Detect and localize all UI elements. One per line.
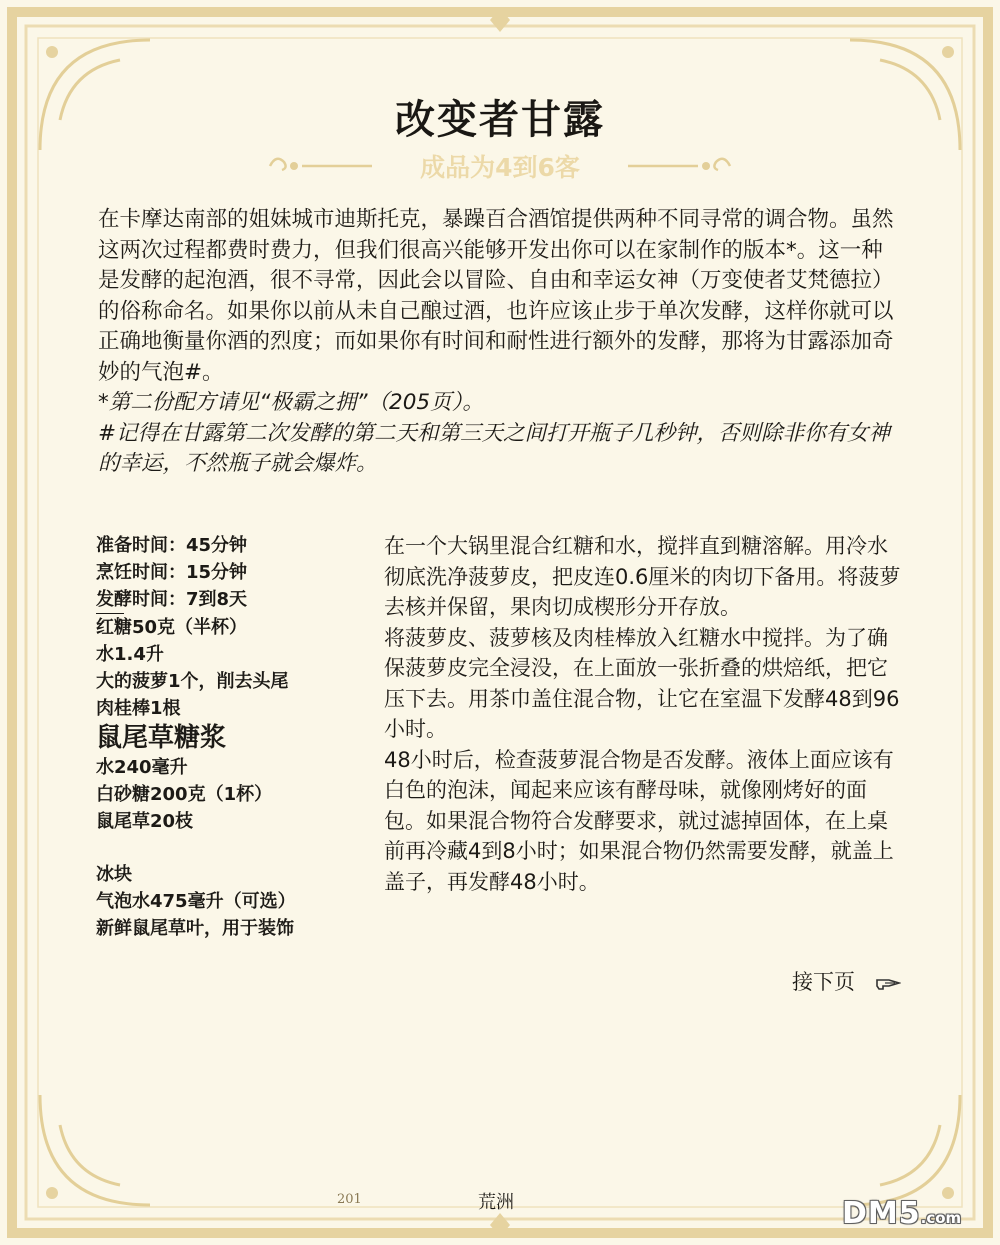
step-paragraph: 在一个大锅里混合红糖和水，搅拌直到糖溶解。用冷水彻底洗净菠萝皮，把皮连0.6厘米的肉切下备用。将菠萝去核并保留，果肉切成楔形分开存放。 — [384, 534, 901, 619]
footnote-warning: #记得在甘露第二次发酵的第二天和第三天之间打开瓶子几秒钟，否则除非你有女神的幸运，不然瓶子就会爆炸。 — [98, 420, 891, 476]
step-paragraph: 将菠萝皮、菠萝核及肉桂棒放入红糖水中搅拌。为了确保菠萝皮完全浸没，在上面放一张折叠的烘焙纸，把它压下去。用茶巾盖住混合物，让它在室温下发酵48到96小时。 — [384, 625, 900, 741]
watermark-main: DM5 — [842, 1196, 921, 1231]
servings-subtitle: 成品为4到6客 — [420, 153, 580, 182]
serving-item: 新鲜鼠尾草叶，用于装饰 — [96, 918, 294, 939]
watermark-suffix: .com — [920, 1209, 962, 1227]
syrup-heading: 鼠尾草糖浆 — [96, 723, 227, 753]
next-page-label: 接下页 — [792, 970, 855, 994]
prep-time: 准备时间：45分钟 — [96, 535, 248, 556]
syrup-item: 白砂糖200克（1杯） — [96, 784, 273, 805]
ingredients-column — [96, 532, 316, 942]
ingredient-item: 红糖50克（半杯） — [96, 617, 248, 638]
spacer — [96, 835, 316, 861]
book-name: 荒洲 — [478, 1192, 514, 1213]
footnote-recipe-ref: *第二份配方请见“极霸之拥”（205页）。 — [98, 390, 484, 415]
step-paragraph: 48小时后，检查菠萝混合物是否发酵。液体上面应该有白色的泡沫，闻起来应该有酵母味，就像刚烤好的面包。如果混合物符合发酵要求，就过滤掉固体，在上桌前再冷藏4到8小时；如果混合物仍然需要发酵，就盖上盖子，再发酵48小时。 — [384, 747, 894, 894]
site-watermark — [842, 1196, 961, 1231]
intro-section — [98, 205, 904, 480]
page-title: 改变者甘露 — [395, 97, 605, 143]
subtitle-row — [260, 146, 740, 186]
syrup-item: 鼠尾草20枝 — [96, 811, 194, 832]
intro-paragraph: 在卡摩达南部的姐妹城市迪斯托克，暴躁百合酒馆提供两种不同寻常的调合物。虽然这两次过程都费时费力，但我们很高兴能够开发出你可以在家制作的版本*。这一种是发酵的起泡酒，很不寻常，因此会以冒险、自由和幸运女神（万变使者艾梵德拉）的俗称命名。如果你以前从未自己酿过酒，也许应该止步于单次发酵，这样你就可以正确地衡量你酒的烈度；而如果你有时间和耐性进行额外的发酵，那将为甘露添加奇妙的气泡#。 — [98, 207, 894, 385]
right-flourish-icon — [624, 150, 734, 182]
page-number: 201 — [337, 1192, 362, 1207]
ingredient-item: 水1.4升 — [96, 644, 164, 665]
instructions-column — [384, 531, 904, 897]
serving-item: 气泡水475毫升（可选） — [96, 891, 296, 912]
ferment-time: 发酵时间：7到8天 — [96, 589, 248, 610]
syrup-item: 水240毫升 — [96, 757, 188, 778]
cook-time: 烹饪时间：15分钟 — [96, 562, 248, 583]
serving-item: 冰块 — [96, 864, 132, 885]
ingredient-item: 肉桂棒1根 — [96, 698, 181, 719]
pointing-hand-icon — [875, 974, 901, 992]
ingredient-item: 大的菠萝1个，削去头尾 — [96, 671, 289, 692]
